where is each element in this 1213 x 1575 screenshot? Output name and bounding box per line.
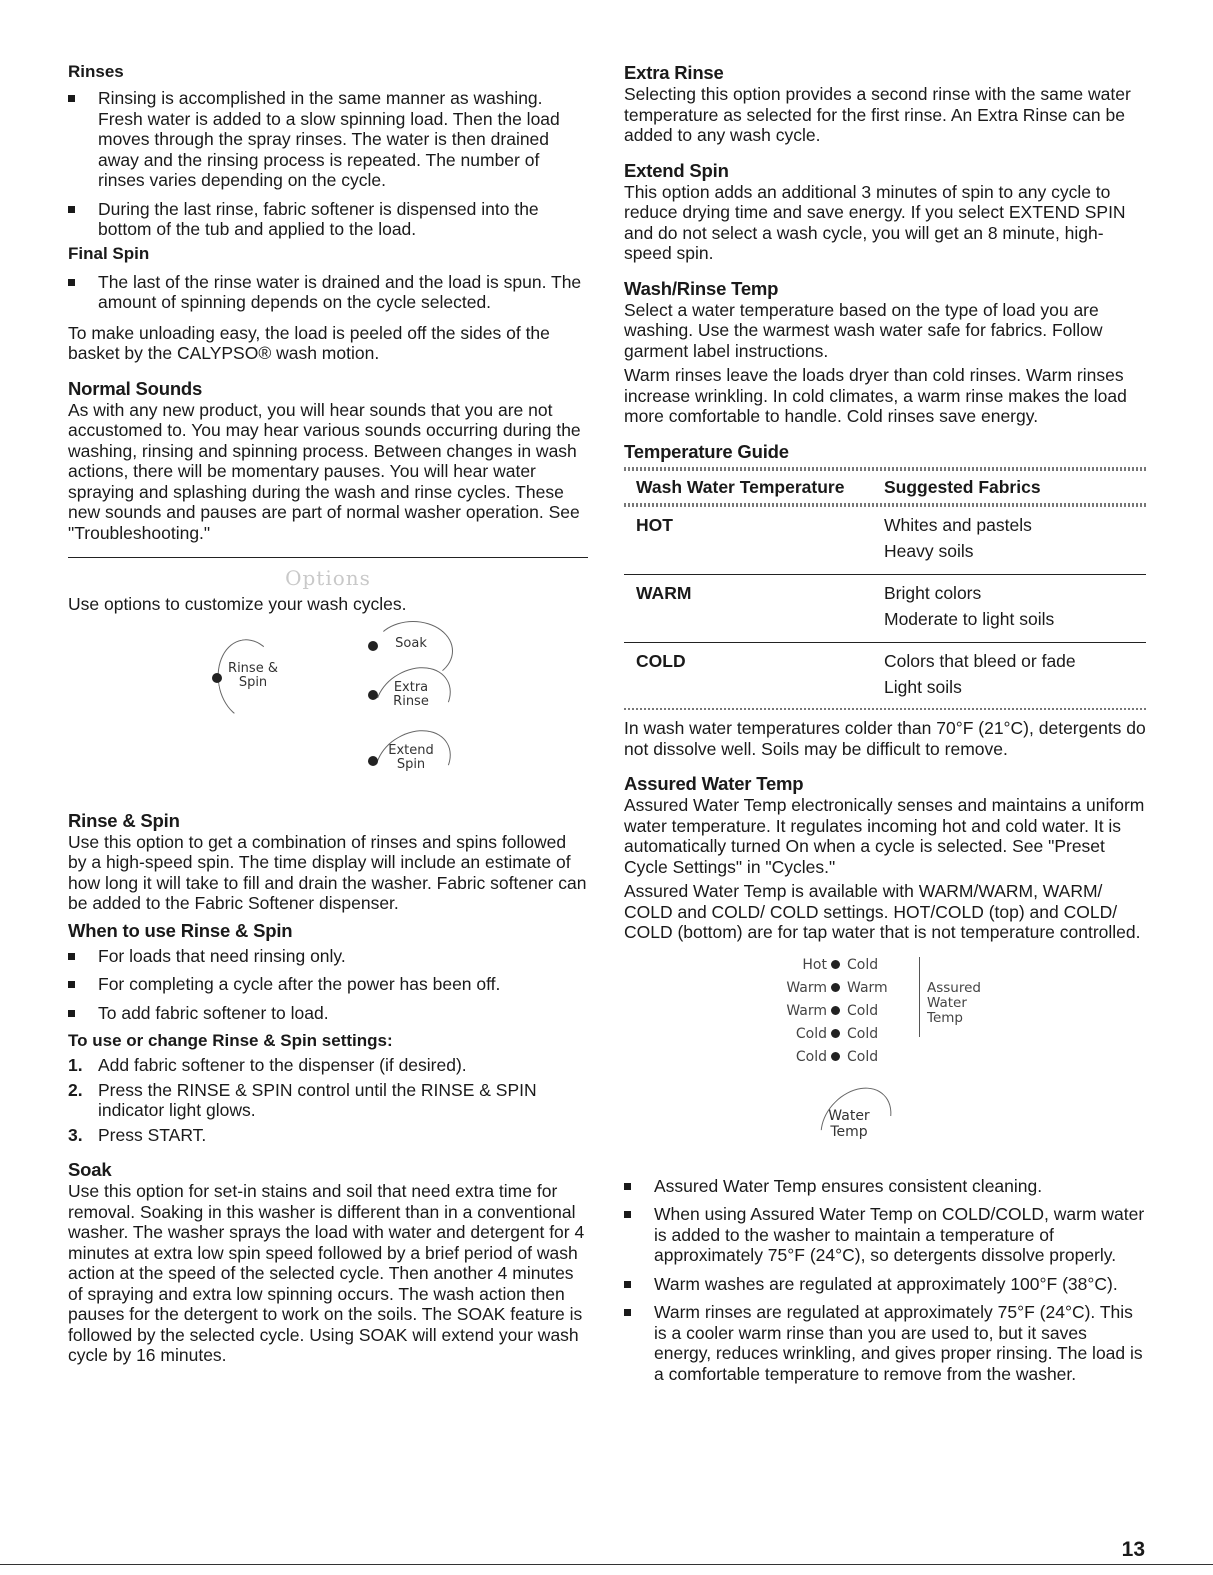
assured-bullet-1: Assured Water Temp ensures consistent cleaning.	[624, 1176, 1146, 1197]
assured-bullet-3: Warm washes are regulated at approximately 100°F (38°C).	[624, 1274, 1146, 1295]
temp-indicator-icon	[831, 1052, 840, 1061]
wash-rinse-temp-paragraph-2: Warm rinses leave the loads dryer than cold rinses. Warm rinses increase wrinkling. In cold climates, a warm rinse makes the load more comfortable to handle. Cold rinses save energy.	[624, 365, 1127, 426]
water-temp-control-panel	[624, 943, 1146, 1158]
step-3: 3. Press START.	[68, 1124, 207, 1145]
step-1: 1. Add fabric softener to the dispenser (if desired).	[68, 1055, 467, 1075]
wash-rinse-temp-heading: Wash/Rinse Temp	[624, 277, 779, 299]
assured-bracket	[914, 957, 920, 1037]
wash-rinse-temp-paragraph-1: Select a water temperature based on the type of load you are washing. Use the warmest wash water safe for fabrics. Follow garment label instructions.	[624, 299, 1103, 361]
rinse-spin-button[interactable]: Rinse & Spin	[228, 660, 278, 690]
soak-heading: Soak	[68, 1159, 112, 1180]
final-spin-bullet: The last of the rinse water is drained and the load is spun. The amount of spinning depends on the cycle selected.	[68, 272, 588, 313]
temp-setting-row[interactable]: Cold Cold	[795, 1048, 879, 1065]
assured-water-temp-paragraph-1: Assured Water Temp electronically senses and maintains a uniform water temperature. It regulates incoming hot and cold water. It is automatically turned On when a cycle is selected. See "Preset Cycle Settings" in "Cycles."	[624, 795, 1145, 877]
normal-sounds-paragraph: As with any new product, you will hear sounds that you are not accustomed to. You may hear various sounds occurring during the washing, rinsing and spinning process. Between changes in wash actions, there will be momentary pauses. You will hear water spraying and splashing during the wash and rinse cycles. These new sounds and pauses are part of normal washer operation. See "Troubleshooting."	[68, 399, 581, 543]
assured-water-temp-paragraph-2: Assured Water Temp is available with WARM/WARM, WARM/ COLD and COLD/ COLD settings. HOT/COLD (top) and COLD/ COLD (bottom) are for tap water that is not temperature controlled.	[624, 881, 1141, 942]
page-number: 13	[1121, 1537, 1145, 1561]
assured-water-temp-label: Assured Water Temp	[927, 979, 981, 1026]
temp-setting-row[interactable]: Hot Cold	[802, 956, 879, 973]
soak-indicator-icon	[368, 641, 378, 651]
when-to-use-heading: When to use Rinse & Spin	[68, 919, 293, 941]
temp-indicator-icon	[831, 1029, 840, 1038]
step-2: 2. Press the RINSE & SPIN control until the RINSE & SPIN indicator light glows.	[68, 1079, 537, 1120]
extra-rinse-indicator-icon	[368, 690, 378, 700]
final-spin-paragraph: To make unloading easy, the load is peeled off the sides of the basket by the CALYPSO® wash motion.	[68, 322, 550, 363]
rinses-bullet-2: During the last rinse, fabric softener is dispensed into the bottom of the tub and applied to the load.	[68, 199, 588, 240]
temperature-guide-row: WARM Bright colors Moderate to light soils	[636, 583, 1055, 629]
temperature-guide-header: Wash Water Temperature Suggested Fabrics	[636, 476, 1041, 497]
left-column	[68, 62, 588, 1366]
soak-paragraph: Use this option for set-in stains and soil that need extra time for removal. Soaking in this washer is different than in a conventional washer. The washer sprays the load with water and detergent for 4 minutes at extra low spin speed followed by a brief period of wash action at the speed of the selected cycle. Then another 4 minutes of spraying and extra low spinning occurs. The wash action then pauses for the detergent to work on the soils. The SOAK feature is followed by the selected cycle. Using SOAK will extend your wash cycle by 16 minutes.	[68, 1181, 585, 1365]
extend-spin-button[interactable]: Extend Spin	[388, 742, 434, 772]
rinse-spin-paragraph: Use this option to get a combination of rinses and spins followed by a high-speed spin. The time display will include an estimate of how long it will take to fill and drain the washer. Fabric softener can be added to the Fabric Softener dispenser.	[68, 831, 587, 913]
when-bullet-3: To add fabric softener to load.	[68, 1003, 588, 1024]
temp-indicator-icon	[831, 960, 840, 969]
when-bullet-2: For completing a cycle after the power has been off.	[68, 974, 588, 995]
assured-bullet-4: Warm rinses are regulated at approximately 75°F (24°C). This is a cooler warm rinse than you are used to, but it saves energy, reduces wrinkling, and gives proper rinsing. The load is a comfortable temperature to remove from the washer.	[624, 1302, 1146, 1384]
extend-spin-heading: Extend Spin	[624, 159, 729, 181]
options-title: Options	[285, 566, 371, 590]
temp-indicator-icon	[831, 983, 840, 992]
when-bullet-1: For loads that need rinsing only.	[68, 946, 588, 967]
rinses-bullet-1: Rinsing is accomplished in the same manner as washing. Fresh water is added to a slow spinning load. Then the load moves through the spray rinses. The water is then drained away and the rinsing process is repeated. The number of rinses varies depending on the cycle.	[68, 88, 588, 191]
to-use-heading: To use or change Rinse & Spin settings:	[68, 1031, 393, 1050]
assured-bullet-2: When using Assured Water Temp on COLD/COLD, warm water is added to the washer to maintain a temperature of approximately 75°F (24°C), so detergents dissolve properly.	[624, 1204, 1146, 1266]
section-divider	[68, 557, 588, 558]
extra-rinse-paragraph: Selecting this option provides a second rinse with the same water temperature as selected for the first rinse. An Extra Rinse can be added to any wash cycle.	[624, 84, 1131, 145]
rinses-heading: Rinses	[68, 62, 124, 81]
soak-button[interactable]: Soak	[395, 635, 427, 651]
temperature-guide-row: COLD Colors that bleed or fade Light soils	[636, 651, 1076, 697]
water-temp-button[interactable]: Water Temp	[828, 1107, 870, 1140]
temperature-guide-row: HOT Whites and pastels Heavy soils	[636, 515, 1032, 561]
normal-sounds-heading: Normal Sounds	[68, 377, 203, 399]
temp-setting-row[interactable]: Warm Warm	[786, 979, 888, 996]
assured-water-temp-heading: Assured Water Temp	[624, 773, 804, 794]
extend-spin-paragraph: This option adds an additional 3 minutes of spin to any cycle to reduce drying time and save energy. If you select EXTEND SPIN and do not select a wash cycle, you will get an 8 minute, high-speed spin.	[624, 181, 1126, 263]
temp-setting-row[interactable]: Cold Cold	[795, 1025, 879, 1042]
extend-spin-indicator-icon	[368, 756, 378, 766]
temp-indicator-icon	[831, 1006, 840, 1015]
rinse-spin-heading: Rinse & Spin	[68, 809, 180, 831]
temperature-guide-heading: Temperature Guide	[624, 440, 789, 462]
temperature-guide-note: In wash water temperatures colder than 70°F (21°C), detergents do not dissolve well. Soils may be difficult to remove.	[624, 718, 1146, 759]
extra-rinse-heading: Extra Rinse	[624, 62, 724, 83]
options-control-panel	[68, 615, 588, 810]
right-column	[624, 62, 1146, 1384]
final-spin-heading: Final Spin	[68, 243, 150, 263]
footer-rule	[0, 1564, 1213, 1565]
rinse-spin-indicator-icon	[212, 673, 222, 683]
options-intro: Use options to customize your wash cycles.	[68, 594, 407, 614]
extra-rinse-button[interactable]: Extra Rinse	[393, 679, 429, 709]
temp-setting-row[interactable]: Warm Cold	[786, 1002, 879, 1019]
